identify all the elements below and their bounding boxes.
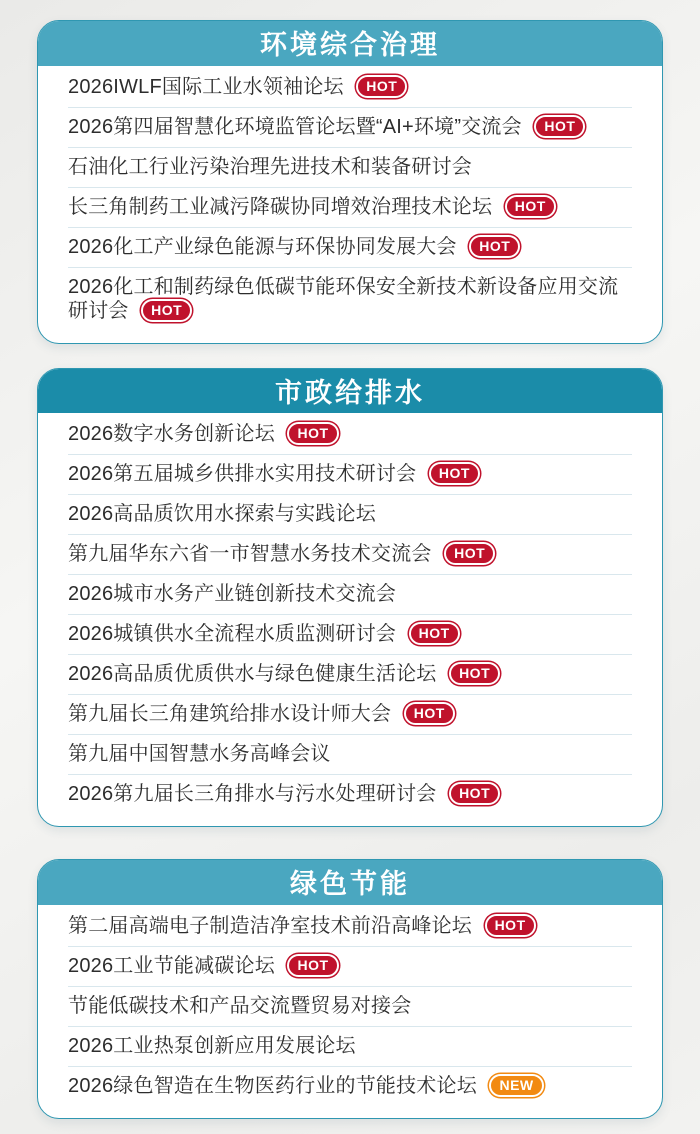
forum-title: 2026数字水务创新论坛 (68, 423, 275, 445)
forum-list (38, 905, 662, 1118)
list-item (68, 907, 632, 947)
hot-badge: HOT (449, 662, 500, 685)
forum-title: 第九届长三角建筑给排水设计师大会 (68, 703, 392, 725)
list-item (68, 575, 632, 615)
forum-title: 2026高品质优质供水与绿色健康生活论坛 (68, 663, 437, 685)
forum-title: 第九届中国智慧水务高峰会议 (68, 743, 331, 765)
section-card-municipal-water (37, 368, 663, 828)
list-item (68, 415, 632, 455)
list-item (68, 695, 632, 735)
new-badge: NEW (489, 1074, 543, 1097)
list-item (68, 1067, 632, 1106)
forum-title: 2026化工产业绿色能源与环保协同发展大会 (68, 235, 457, 258)
forum-title: 2026绿色智造在生物医药行业的节能技术论坛 (68, 1074, 477, 1097)
section-card-green-energy (37, 859, 663, 1119)
forum-list (38, 66, 662, 343)
forum-title: 2026第四届智慧化环境监管论坛暨“AI+环境”交流会 (68, 115, 522, 138)
hot-badge: HOT (404, 702, 455, 725)
forum-title: 2026城市水务产业链创新技术交流会 (68, 583, 397, 605)
hot-badge: HOT (505, 195, 556, 218)
list-item (68, 735, 632, 775)
list-item (68, 615, 632, 655)
hot-badge: HOT (534, 115, 585, 138)
list-item (68, 655, 632, 695)
section-header-environment (37, 20, 663, 66)
list-item (68, 987, 632, 1027)
hot-badge: HOT (287, 422, 338, 445)
list-item (68, 495, 632, 535)
forum-title: 2026第九届长三角排水与污水处理研讨会 (68, 783, 437, 805)
forum-title: 石油化工行业污染治理先进技术和装备研讨会 (68, 155, 472, 178)
forum-title: 2026工业节能减碳论坛 (68, 954, 275, 977)
list-item (68, 268, 632, 331)
forum-title: 节能低碳技术和产品交流暨贸易对接会 (68, 994, 412, 1017)
section-header-municipal-water (37, 368, 663, 414)
hot-badge: HOT (485, 914, 536, 937)
forum-title: 第二届高端电子制造洁净室技术前沿高峰论坛 (68, 914, 472, 937)
forum-title: 2026化工和制药绿色低碳节能环保安全新技术新设备应用交流研讨会 (68, 275, 619, 322)
list-item (68, 947, 632, 987)
forum-title: 2026城镇供水全流程水质监测研讨会 (68, 623, 397, 645)
list-item (68, 1027, 632, 1067)
list-item (68, 775, 632, 814)
forum-title: 第九届华东六省一市智慧水务技术交流会 (68, 543, 432, 565)
forum-title: 2026第五届城乡供排水实用技术研讨会 (68, 463, 417, 485)
hot-badge: HOT (469, 235, 520, 258)
hot-badge: HOT (287, 954, 338, 977)
forum-title: 2026工业热泵创新应用发展论坛 (68, 1034, 356, 1057)
section-title: 环境综合治理 (260, 30, 440, 60)
section-title: 市政给排水 (275, 377, 425, 408)
list-item (68, 68, 632, 108)
hot-badge: HOT (449, 782, 500, 805)
hot-badge: HOT (444, 542, 495, 565)
list-item (68, 228, 632, 268)
hot-badge: HOT (409, 622, 460, 645)
list-item (68, 148, 632, 188)
hot-badge: HOT (141, 299, 192, 322)
list-item (68, 455, 632, 495)
section-card-environment (37, 20, 663, 344)
section-title: 绿色节能 (290, 869, 410, 899)
list-item (68, 188, 632, 228)
list-item (68, 535, 632, 575)
forum-list (38, 413, 662, 826)
forum-title: 长三角制药工业减污降碳协同增效治理技术论坛 (68, 195, 493, 218)
hot-badge: HOT (429, 462, 480, 485)
forum-title: 2026IWLF国际工业水领袖论坛 (68, 75, 344, 98)
section-header-green-energy (37, 859, 663, 905)
forum-title: 2026高品质饮用水探索与实践论坛 (68, 503, 376, 525)
list-item (68, 108, 632, 148)
hot-badge: HOT (356, 75, 407, 98)
